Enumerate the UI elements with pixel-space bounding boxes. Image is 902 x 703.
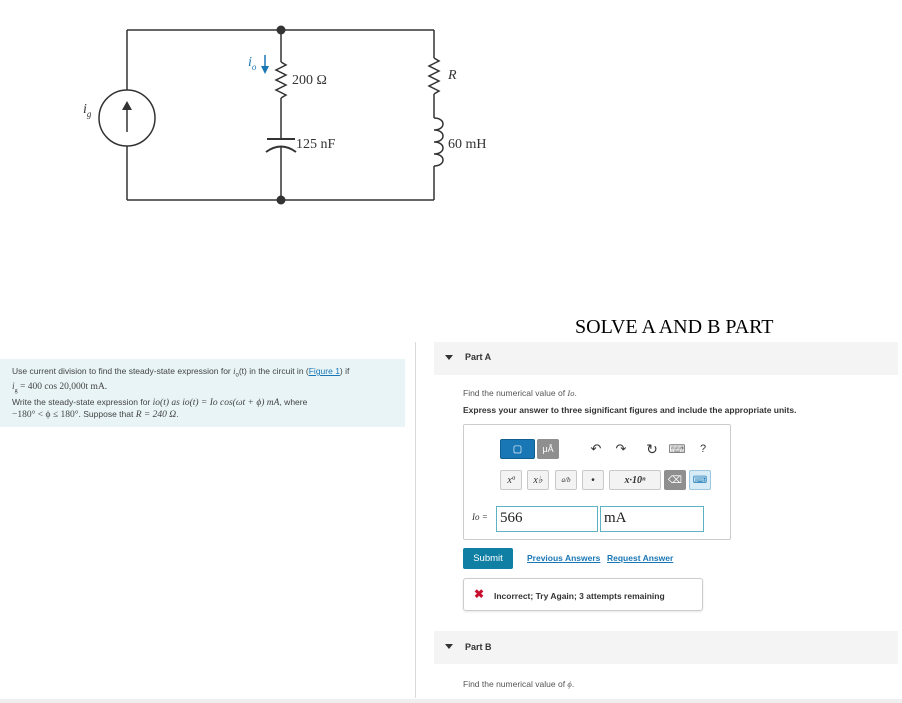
answer-label: Io = [472,512,488,522]
solve-heading: SOLVE A AND B PART [575,316,774,338]
value-input[interactable]: 566 [496,506,598,532]
templates-button[interactable] [500,439,535,459]
resistor-200-symbol [276,62,286,98]
dot-icon: • [591,474,595,486]
units-button[interactable] [537,439,559,459]
keypad-button[interactable] [689,470,711,490]
templates-icon: ▢ [512,443,523,455]
superscript-button[interactable] [500,470,522,490]
units-input[interactable]: mA [600,506,704,532]
subscript-button[interactable] [527,470,549,490]
keyboard-icon: ⌨ [668,442,686,456]
dot-button[interactable] [582,470,604,490]
answer-editor [463,424,731,540]
source-label: $i_g$ [83,102,92,119]
part-b-instruction: Find the numerical value of ϕ. [463,679,575,689]
undo-button[interactable] [588,439,604,459]
io-label: $i_o$ [248,55,257,72]
fraction-icon: a/b [561,476,571,484]
redo-icon: ↷ [615,441,627,456]
problem-line-2: $i_g = 400$ cos 20,000t mA. [12,381,108,394]
io-arrow [261,66,269,74]
figure-1-link[interactable]: Figure 1 [308,366,340,376]
backspace-button[interactable] [664,470,686,490]
request-answer-link[interactable]: Request Answer [607,553,674,563]
inductor-symbol [434,118,443,166]
fraction-button[interactable] [555,470,577,490]
problem-line-4: −180° < ϕ ≤ 180°. Suppose that R = 240 Ω. [12,408,179,420]
caret-down-icon [445,355,453,360]
node-top [277,26,286,35]
backspace-icon: ⌫ [667,474,683,486]
problem-statement [0,359,405,427]
feedback-box [463,578,703,611]
resistor-r-label: R [448,68,457,83]
part-b-header[interactable]: Part B [434,631,898,664]
resistor-200-label: 200 Ω [292,73,327,88]
sci-notation-icon: x·10ⁿ [624,474,646,486]
part-a-express: Express your answer to three significant figures and include the appropriate units. [463,405,797,415]
feedback-text: Incorrect; Try Again; 3 attempts remaining [494,591,665,601]
subscript-icon: x♭ [533,474,543,486]
inductor-label: 60 mH [448,137,487,152]
units-icon: μÅ [542,444,554,454]
reset-button[interactable] [644,439,660,459]
bottom-border [0,699,902,703]
current-source-arrowhead [122,101,132,110]
help-icon: ? [699,443,707,455]
superscript-icon: xª [507,474,515,486]
keyboard-button[interactable] [669,439,685,459]
keypad-icon: ⌨ [692,474,708,486]
problem-line-3: Write the steady-state expression for io(t) as io(t) = Io cos(ωt + ϕ) mA, where [12,396,308,408]
help-button[interactable] [696,439,710,459]
node-bottom [277,196,286,205]
reset-icon: ↻ [646,440,658,457]
previous-answers-link[interactable]: Previous Answers [527,553,601,563]
part-a-instruction: Find the numerical value of Io. [463,388,577,398]
column-divider [415,342,416,698]
sci-notation-button[interactable] [609,470,661,490]
undo-icon: ↶ [590,441,602,456]
error-x-icon: ✖ [474,587,485,601]
resistor-r-symbol [429,58,439,94]
problem-line-1: Use current division to find the steady-state expression for $i_o(t)$ in the circuit in (Figure 1) if [12,366,350,379]
capacitor-label: 125 nF [296,137,336,152]
part-a-header[interactable]: Part A [434,342,898,375]
redo-button[interactable] [613,439,629,459]
caret-down-icon [445,644,453,649]
submit-button[interactable]: Submit [463,548,513,569]
